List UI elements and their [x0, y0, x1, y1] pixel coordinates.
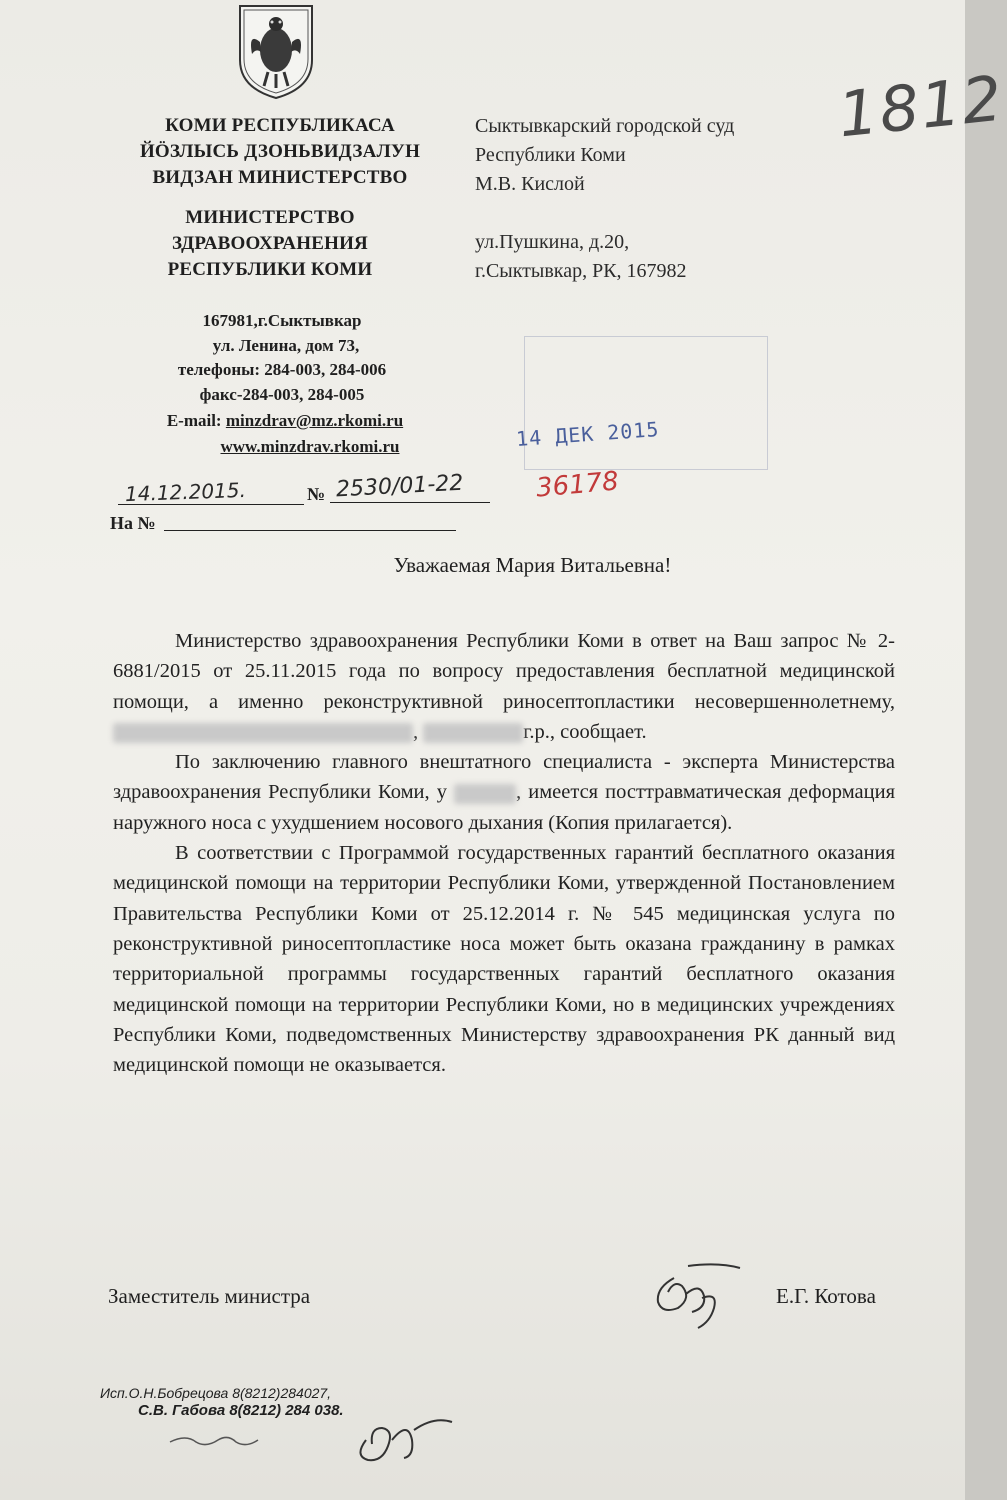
p1-tail: г.р., сообщает. — [523, 720, 647, 743]
executor-line: Исп.О.Н.Бобрецова 8(8212)284027, — [100, 1385, 332, 1401]
letterhead-line: РЕСПУБЛИКИ КОМИ — [167, 259, 373, 280]
executors-note — [100, 1385, 344, 1419]
signature-icon — [648, 1258, 748, 1338]
reply-to-underline — [164, 530, 456, 531]
signatory-name: Е.Г. Котова — [776, 1284, 876, 1308]
reply-to-label: На № — [110, 513, 156, 533]
redacted-birth-date — [423, 723, 523, 743]
address-line: ул. Ленина, дом 73, — [212, 336, 360, 355]
address-line: 167981,г.Сыктывкар — [202, 311, 362, 330]
letterhead-line: ЙÖЗЛЫСЬ ДЗОНЬВИДЗАЛУН — [139, 141, 421, 162]
address-line: телефоны: 284-003, 284-006 — [177, 360, 387, 379]
letterhead-line: КОМИ РЕСПУБЛИКАСА — [165, 115, 395, 136]
p2-text: По заключению главного внештатного специалиста - эксперта Министерства здравоохранения Республики Коми, у — [113, 751, 895, 804]
margin-registration-number: 1812 — [834, 61, 1007, 152]
date-underline — [118, 504, 304, 505]
p1-text: Министерство здравоохранения Республики Коми в ответ на Ваш запрос № 2-6881/2015 от 25.11.2015 года по вопросу предоставления бесплатной медицинской помощи, а именно реконструктивной риносептопластики несовершеннолетнему, — [113, 630, 895, 713]
p2-tail: , имеется посттравматическая деформация наружного носа с ухудшением носового дыхания (Копия прилагается). — [113, 781, 895, 834]
paragraph-3: В соответствии с Программой государственных гарантий бесплатного оказания медицинской помощи на территории Республики Коми, утвержденной Постановлением Правительства Республики Коми от 25.12.2014 г. № 545 медицинская услуга по реконструктивной риносептопластике носа может быть оказана гражданину в рамках территориальной программы государственных гарантий бесплатного оказания медицинской помощи на территории Республики Коми, но в медицинских учреждениях Республики Коми, подведомственных Министерству здравоохранения РК данный вид медицинской помощи не оказывается. — [113, 842, 895, 1077]
email-label: E-mail: — [166, 411, 222, 430]
redacted-name — [113, 723, 413, 743]
signatory-title: Заместитель министра — [108, 1284, 311, 1308]
letterhead-line: МИНИСТЕРСТВО — [185, 207, 355, 228]
website-link[interactable]: www.minzdrav.rkomi.ru — [220, 437, 400, 456]
paragraph-1 — [113, 626, 895, 747]
recipient-address-line: г.Сыктывкар, РК, 167982 — [475, 260, 687, 282]
paragraph-2 — [113, 747, 895, 838]
salutation: Уважаемая Мария Витальевна! — [393, 553, 672, 577]
letterhead-line: ЗДРАВООХРАНЕНИЯ — [172, 233, 368, 254]
number-label: № — [307, 484, 326, 504]
p1-comma: , — [413, 720, 419, 743]
letterhead-line: ВИДЗАН МИНИСТЕРСТВО — [152, 167, 408, 188]
letter-body — [113, 626, 895, 1080]
recipient-address-line: ул.Пушкина, д.20, — [475, 231, 630, 253]
number-underline — [330, 502, 490, 503]
recipient-line: Республики Коми — [475, 144, 626, 166]
email-link[interactable]: minzdrav@mz.rkomi.ru — [225, 411, 404, 430]
redacted-surname — [454, 784, 516, 804]
initials-icon — [166, 1428, 266, 1452]
email-line — [120, 408, 450, 433]
registrar-signature-icon — [348, 1400, 458, 1470]
executor-line: С.В. Габова 8(8212) 284 038. — [138, 1402, 344, 1419]
outgoing-number: 2530/01-22 — [335, 470, 464, 503]
incoming-number: 36178 — [534, 466, 620, 504]
stamp-date: 14 ДЕК 2015 — [515, 417, 661, 451]
recipient-line: М.В. Кислой — [475, 173, 585, 195]
address-line: факс-284-003, 284-005 — [199, 385, 365, 404]
recipient-line: Сыктывкарский городской суд — [475, 115, 735, 137]
outgoing-date: 14.12.2015. — [124, 477, 247, 507]
received-stamp — [524, 336, 768, 470]
coat-of-arms-icon — [234, 2, 318, 100]
